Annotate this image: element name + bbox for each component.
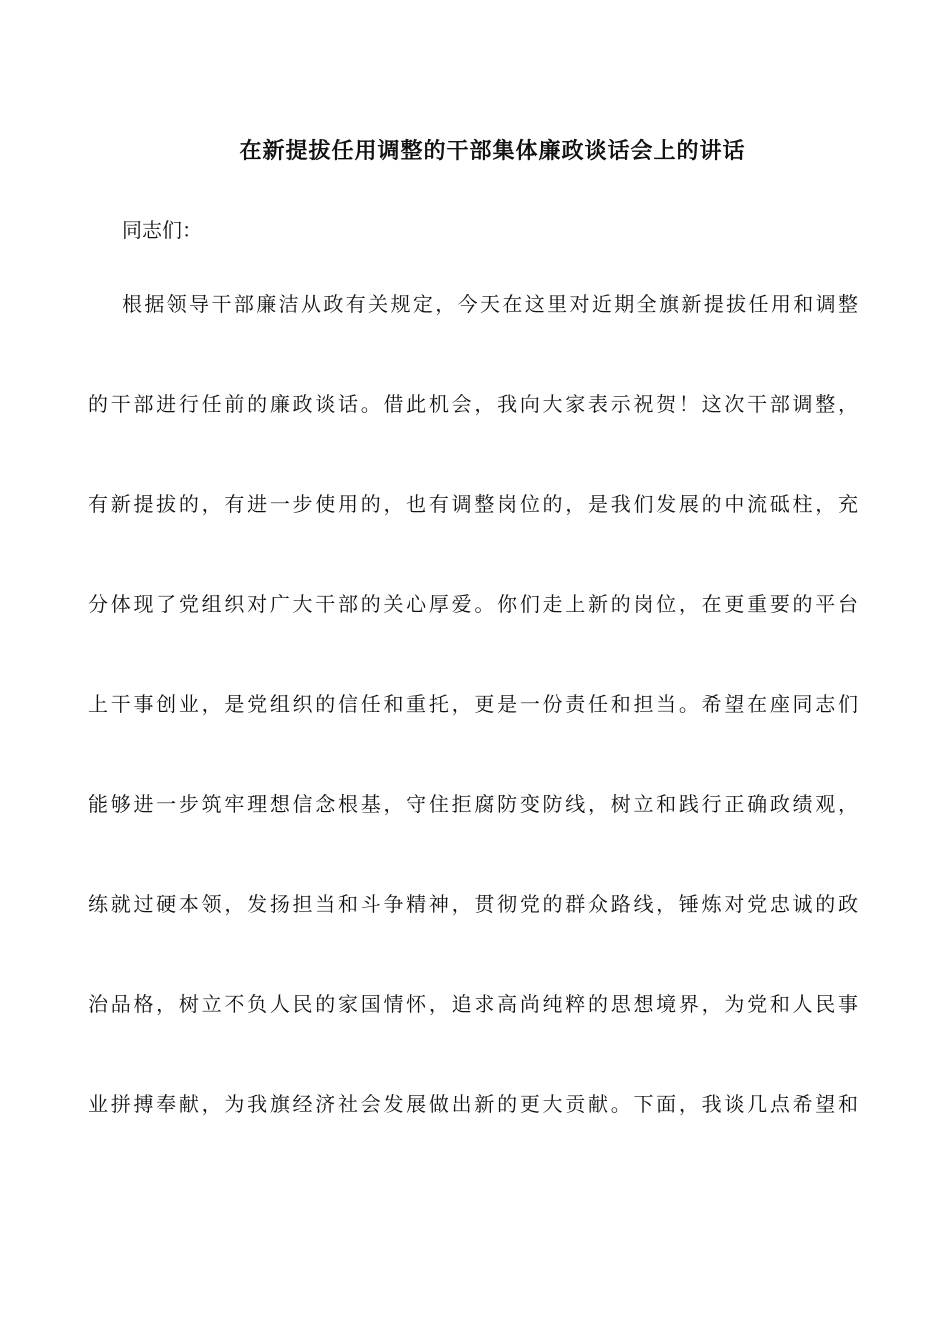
body-line: 上干事创业，是党组织的信任和重托，更是一份责任和担当。希望在座同志们 — [88, 692, 858, 716]
body-line: 能够进一步筑牢理想信念根基，守住拒腐防变防线，树立和践行正确政绩观， — [88, 792, 858, 816]
body-line: 有新提拔的，有进一步使用的，也有调整岗位的，是我们发展的中流砥柱，充 — [88, 492, 858, 516]
salutation: 同志们： — [122, 218, 202, 242]
body-line: 练就过硬本领，发扬担当和斗争精神，贯彻党的群众路线，锤炼对党忠诚的政 — [88, 892, 858, 916]
body-line: 分体现了党组织对广大干部的关心厚爱。你们走上新的岗位，在更重要的平台 — [88, 592, 858, 616]
body-line: 业拼搏奉献，为我旗经济社会发展做出新的更大贡献。下面，我谈几点希望和 — [88, 1092, 858, 1116]
body-line: 治品格，树立不负人民的家国情怀，追求高尚纯粹的思想境界，为党和人民事 — [88, 992, 858, 1016]
body-line: 的干部进行任前的廉政谈话。借此机会，我向大家表示祝贺！这次干部调整， — [88, 392, 858, 416]
document-title: 在新提拔任用调整的干部集体廉政谈话会上的讲话 — [239, 139, 746, 164]
body-line: 根据领导干部廉洁从政有关规定，今天在这里对近期全旗新提拔任用和调整 — [122, 292, 858, 316]
